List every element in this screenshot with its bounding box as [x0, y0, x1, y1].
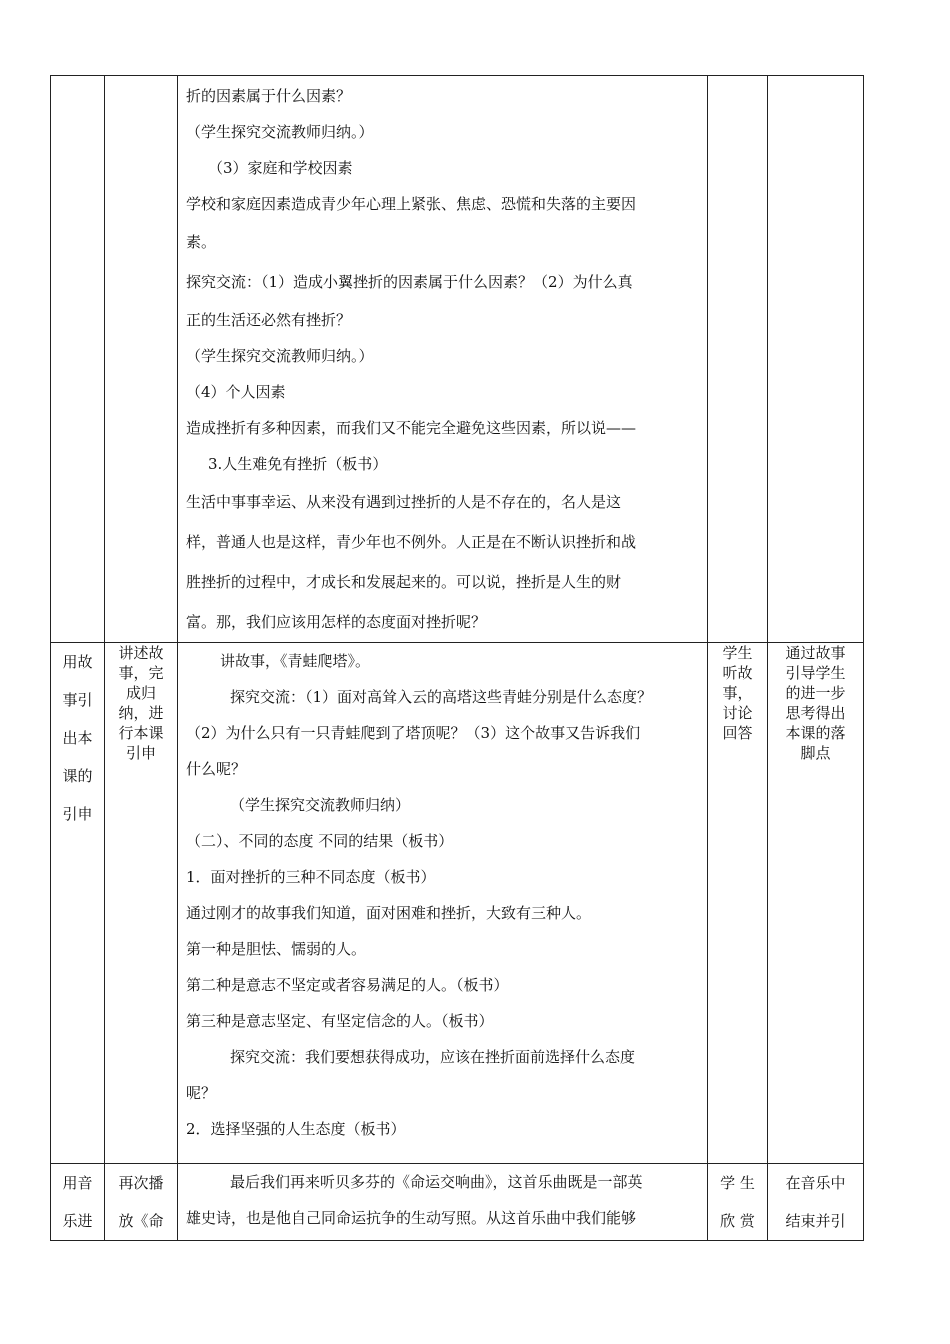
content-line: 造成挫折有多种因素，而我们又不能完全避免这些因素，所以说——	[186, 419, 637, 437]
cell-method	[105, 76, 178, 643]
activity-line: 事，	[722, 684, 753, 702]
content-line: 素。	[186, 233, 217, 251]
intent-line: 脚点	[800, 744, 831, 762]
cell-content	[178, 643, 708, 1164]
content-line: 正的生活还必然有挫折？	[186, 311, 352, 329]
activity-line: 讨论	[722, 704, 753, 722]
cell-stage	[51, 1164, 105, 1241]
method-line: 再次播	[118, 1174, 164, 1192]
content-line: 探究交流：（1）面对高耸入云的高塔这些青蛙分别是什么态度？	[230, 688, 653, 706]
method-line: 讲述故	[118, 644, 164, 662]
content-line: （2）为什么只有一只青蛙爬到了塔顶呢？（3）这个故事又告诉我们	[186, 724, 641, 742]
stage-line: 课的	[62, 767, 93, 785]
intent-line: 的进一步	[785, 684, 846, 702]
content-line: 2．选择坚强的人生态度（板书）	[186, 1120, 406, 1138]
table-row	[51, 643, 864, 1164]
cell-student-activity	[708, 643, 768, 1164]
content-line: 折的因素属于什么因素？	[186, 87, 352, 105]
cell-student-activity	[708, 76, 768, 643]
content-line: 讲故事，《青蛙爬塔》。	[220, 652, 371, 670]
method-line: 事，完	[118, 664, 164, 682]
stage-line: 用故	[62, 653, 93, 671]
table-row	[51, 76, 864, 643]
cell-content	[178, 76, 708, 643]
content-line: 3.人生难免有挫折（板书）	[208, 455, 388, 473]
cell-student-activity	[708, 1164, 768, 1241]
content-line: 雄史诗，也是他自己同命运抗争的生动写照。从这首乐曲中我们能够	[186, 1209, 637, 1227]
method-line: 引申	[125, 744, 156, 762]
intent-line: 思考得出	[785, 704, 846, 722]
cell-method	[105, 643, 178, 1164]
content-line: （学生探究交流教师归纳。）	[186, 347, 374, 365]
content-line: 第三种是意志坚定、有坚定信念的人。（板书）	[186, 1012, 494, 1030]
content-line: 第二种是意志不坚定或者容易满足的人。（板书）	[186, 976, 509, 994]
stage-line: 用音	[62, 1174, 93, 1192]
intent-line: 本课的落	[785, 724, 846, 742]
method-line: 纳，进	[118, 704, 164, 722]
activity-line: 回答	[722, 724, 753, 742]
stage-line: 事引	[62, 691, 93, 709]
activity-line: 听故	[722, 664, 753, 682]
cell-design-intent	[768, 76, 864, 643]
content-line: 通过刚才的故事我们知道，面对困难和挫折，大致有三种人。	[186, 904, 592, 922]
lesson-plan-table	[50, 75, 864, 1241]
method-line: 成归	[125, 684, 156, 702]
stage-line: 引申	[62, 805, 93, 823]
content-line: 富。那，我们应该用怎样的态度面对挫折呢？	[186, 613, 487, 631]
content-line: （二）、不同的态度 不同的结果（板书）	[186, 832, 454, 850]
content-line: （学生探究交流教师归纳）	[230, 796, 411, 814]
activity-line: 欣 赏	[720, 1212, 755, 1230]
content-line: 生活中事事幸运、从来没有遇到过挫折的人是不存在的，名人是这	[186, 493, 622, 511]
content-line: 呢？	[186, 1084, 217, 1102]
content-line: 学校和家庭因素造成青少年心理上紧张、焦虑、恐慌和失落的主要因	[186, 195, 637, 213]
cell-method	[105, 1164, 178, 1241]
content-line: （4）个人因素	[186, 383, 286, 401]
content-line: 探究交流：我们要想获得成功，应该在挫折面前选择什么态度	[230, 1048, 636, 1066]
intent-line: 在音乐中	[785, 1174, 846, 1192]
intent-line: 通过故事	[785, 644, 846, 662]
stage-line: 乐进	[62, 1212, 93, 1230]
stage-line: 出本	[62, 729, 93, 747]
content-line: 样，普通人也是这样，青少年也不例外。人正是在不断认识挫折和战	[186, 533, 637, 551]
content-line: 什么呢？	[186, 760, 247, 778]
method-line: 放《命	[118, 1212, 164, 1230]
cell-design-intent	[768, 643, 864, 1164]
content-line: （3）家庭和学校因素	[208, 159, 353, 177]
table-row	[51, 1164, 864, 1241]
content-line: 最后我们再来听贝多芬的《命运交响曲》，这首乐曲既是一部英	[230, 1173, 643, 1191]
activity-line: 学 生	[720, 1174, 755, 1192]
content-line: 1．面对挫折的三种不同态度（板书）	[186, 868, 436, 886]
cell-content	[178, 1164, 708, 1241]
content-line: （学生探究交流教师归纳。）	[186, 123, 374, 141]
cell-stage	[51, 643, 105, 1164]
intent-line: 结束并引	[785, 1212, 846, 1230]
content-line: 第一种是胆怯、懦弱的人。	[186, 940, 367, 958]
cell-stage	[51, 76, 105, 643]
intent-line: 引导学生	[785, 664, 846, 682]
cell-design-intent	[768, 1164, 864, 1241]
content-line: 胜挫折的过程中，才成长和发展起来的。可以说，挫折是人生的财	[186, 573, 622, 591]
method-line: 行本课	[118, 724, 164, 742]
content-line: 探究交流：（1）造成小翼挫折的因素属于什么因素？（2）为什么真	[186, 273, 633, 291]
activity-line: 学生	[722, 644, 753, 662]
